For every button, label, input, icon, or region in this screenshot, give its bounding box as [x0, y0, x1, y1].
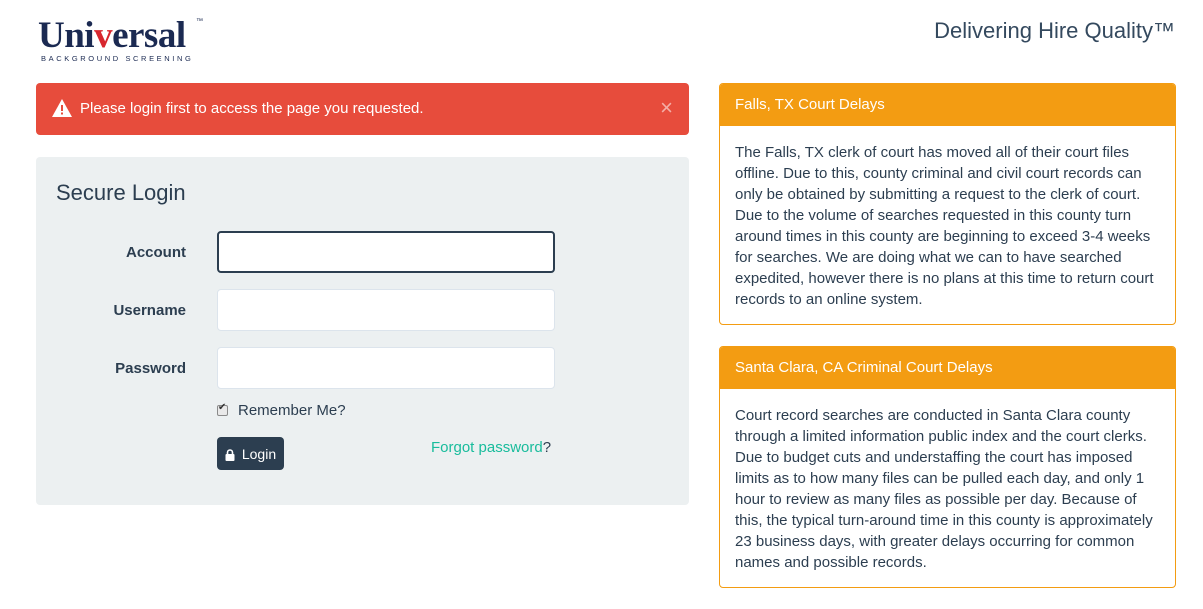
account-input[interactable]	[217, 231, 555, 273]
forgot-password-link[interactable]: Forgot password	[431, 439, 543, 456]
logo-wordmark: Universal	[38, 15, 186, 56]
alert-close-button[interactable]: ×	[660, 95, 673, 120]
remember-me-label: Remember Me?	[238, 402, 346, 419]
remember-me-checkbox[interactable]	[217, 405, 228, 416]
notice-title: Santa Clara, CA Criminal Court Delays	[720, 347, 1175, 389]
username-input[interactable]	[217, 289, 555, 331]
secure-login-panel	[36, 157, 689, 505]
warning-icon	[52, 99, 72, 117]
notice-panel-santa-clara	[719, 346, 1176, 588]
logo-trademark: ™	[196, 18, 203, 25]
forgot-password	[431, 439, 551, 456]
notice-body: The Falls, TX clerk of court has moved all of their court files offline. Due to this, county criminal and civil court records can only be obtained by submitting a request to the clerk of court. Due to the volume of searches requested in this county turn around times in this county are beginning to exceed 3-4 weeks for searches. We are doing what we can to have searched expedited, however there is no plans at this time to return court records to an online system.	[735, 144, 1154, 308]
forgot-password-suffix: ?	[542, 439, 552, 456]
login-required-alert	[36, 83, 689, 135]
logo-subtitle: BACKGROUND SCREENING	[41, 54, 194, 63]
login-button-label: Login	[241, 445, 277, 462]
account-label: Account	[126, 244, 186, 261]
header-tagline: Delivering Hire Quality™	[934, 18, 1175, 43]
remember-me-option[interactable]	[217, 402, 346, 419]
login-button[interactable]	[217, 437, 284, 470]
username-label: Username	[113, 302, 186, 319]
alert-message: Please login first to access the page you requested.	[80, 100, 424, 117]
notice-panel-falls-tx	[719, 83, 1176, 325]
password-label: Password	[115, 360, 186, 377]
lock-icon	[225, 448, 235, 460]
password-input[interactable]	[217, 347, 555, 389]
company-logo[interactable]	[38, 14, 208, 66]
notice-body: Court record searches are conducted in Santa Clara county through a limited information public index and the court clerks. Due to budget cuts and understaffing the court has imposed limits as to how many files can be pulled each day, and only 1 hour to review as many files as possible per day. Because of this, the typical turn-around time in this county is approximately 23 business days, with greater delays occurring for common names and possible records.	[735, 407, 1153, 571]
notice-title: Falls, TX Court Delays	[720, 84, 1175, 126]
login-title: Secure Login	[56, 180, 186, 205]
